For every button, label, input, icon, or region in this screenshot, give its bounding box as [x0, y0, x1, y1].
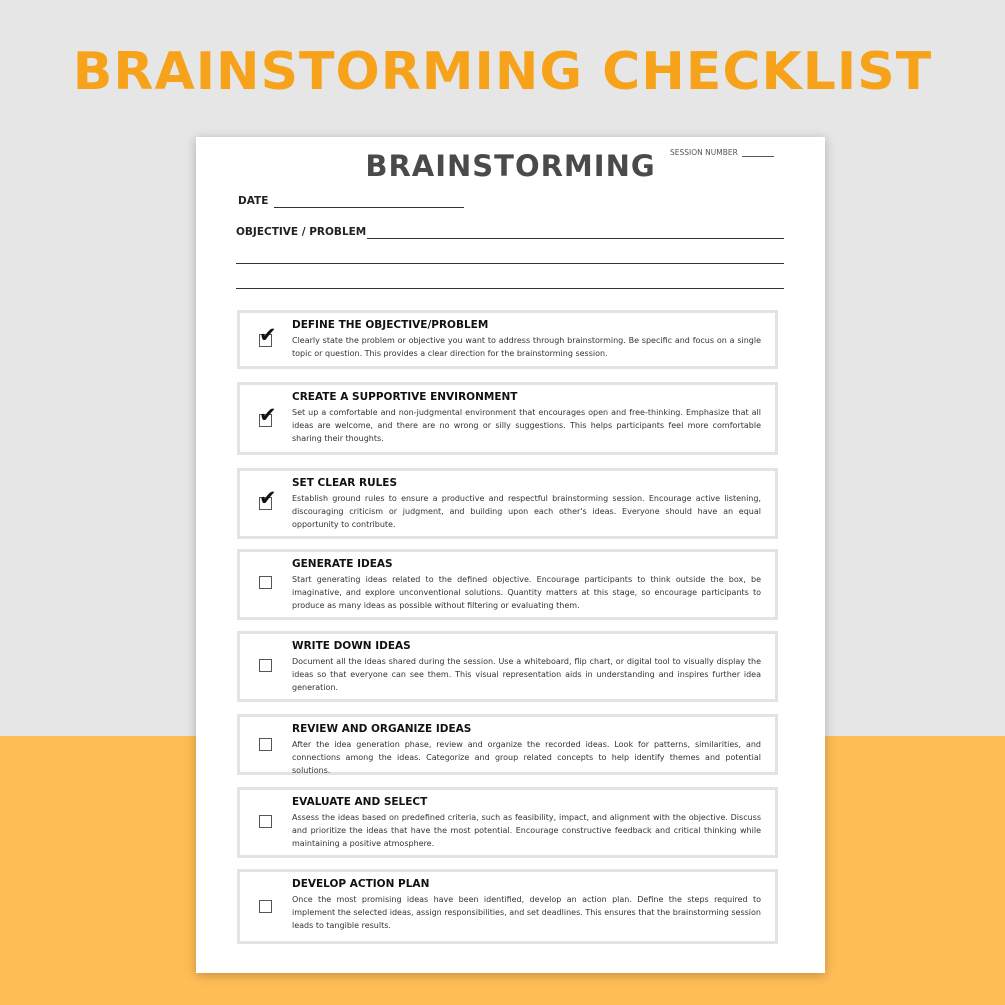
sheet-title: BRAINSTORMING: [365, 149, 656, 183]
date-line: [274, 207, 464, 208]
checklist-item-title: DEFINE THE OBJECTIVE/PROBLEM: [292, 319, 489, 331]
checklist-item-description: Clearly state the problem or objective you want to address through brainstorming. Be specific and focus on a single topic or question. This provides a clear direction for the brainstorming session.: [292, 336, 761, 358]
session-number-label: SESSION NUMBER: [670, 148, 738, 157]
checkbox[interactable]: [259, 815, 272, 828]
checklist-item-description: Establish ground rules to ensure a productive and respectful brainstorming session. Encourage active listening, discouraging criticism or judgment, and building upon each other's ideas. Everyone should have an equal opportunity to contribute.: [292, 494, 761, 529]
checklist-item: [237, 869, 778, 944]
checklist-item: [237, 549, 778, 620]
checkmark-icon: ✔: [259, 403, 277, 427]
checklist-item-description: Assess the ideas based on predefined criteria, such as feasibility, impact, and alignment with the objective. Discuss and prioritize the ideas that have the most potential. Encourage constructive feedback and critical thinking while maintaining a positive atmosphere.: [292, 813, 761, 848]
checklist-item: [237, 468, 778, 539]
checklist-item-description: Start generating ideas related to the defined objective. Encourage participants to think outside the box, be imaginative, and explore unconventional solutions. Quantity matters at this stage, so encourage participants to produce as many ideas as possible without filtering or evaluating them.: [292, 575, 761, 610]
checklist-item-title: WRITE DOWN IDEAS: [292, 640, 411, 652]
banner-title: BRAINSTORMING CHECKLIST: [72, 42, 933, 102]
session-number-line: [742, 148, 774, 157]
checkbox[interactable]: [259, 659, 272, 672]
checkbox[interactable]: [259, 738, 272, 751]
objective-line-1: [367, 238, 784, 239]
checklist-item: [237, 787, 778, 858]
checklist-item: [237, 714, 778, 775]
checkbox[interactable]: [259, 403, 277, 427]
checklist-item-title: SET CLEAR RULES: [292, 477, 398, 489]
checklist-item: [237, 382, 778, 455]
checklist-item-title: CREATE A SUPPORTIVE ENVIRONMENT: [292, 391, 518, 403]
checkmark-icon: ✔: [259, 323, 277, 347]
checklist-item-title: EVALUATE AND SELECT: [292, 796, 428, 808]
session-number-field: [670, 148, 774, 157]
objective-line-3: [236, 288, 784, 289]
checklist-item-description: Set up a comfortable and non-judgmental environment that encourages open and free-thinking. Emphasize that all ideas are welcome, and there are no wrong or silly suggestions. This helps participants feel more comfortable sharing their thoughts.: [292, 408, 761, 443]
checkbox[interactable]: [259, 900, 272, 913]
checklist-item: [237, 310, 778, 369]
date-label: DATE: [238, 195, 269, 207]
checkbox[interactable]: [259, 323, 277, 347]
checklist-item: [237, 631, 778, 702]
checkbox[interactable]: [259, 486, 277, 510]
checklist-item-description: After the idea generation phase, review and organize the recorded ideas. Look for patterns, similarities, and connections among the ideas. Categorize and group related concepts to help identify themes and potential solutions.: [292, 740, 761, 775]
worksheet-page: [196, 137, 825, 973]
checklist-item-title: GENERATE IDEAS: [292, 558, 393, 570]
checkmark-icon: ✔: [259, 486, 277, 510]
checklist-item-title: REVIEW AND ORGANIZE IDEAS: [292, 723, 472, 735]
checklist-item-description: Once the most promising ideas have been identified, develop an action plan. Define the steps required to implement the selected ideas, assign responsibilities, and set deadlines. This ensures that the brainstorming session leads to tangible results.: [292, 895, 761, 930]
objective-line-2: [236, 263, 784, 264]
objective-label: OBJECTIVE / PROBLEM: [236, 226, 367, 238]
checkbox[interactable]: [259, 576, 272, 589]
checklist-item-description: Document all the ideas shared during the session. Use a whiteboard, flip chart, or digital tool to visually display the ideas so that everyone can see them. This visual representation aids in understanding and inspires further idea generation.: [292, 657, 761, 692]
checklist-item-title: DEVELOP ACTION PLAN: [292, 878, 430, 890]
